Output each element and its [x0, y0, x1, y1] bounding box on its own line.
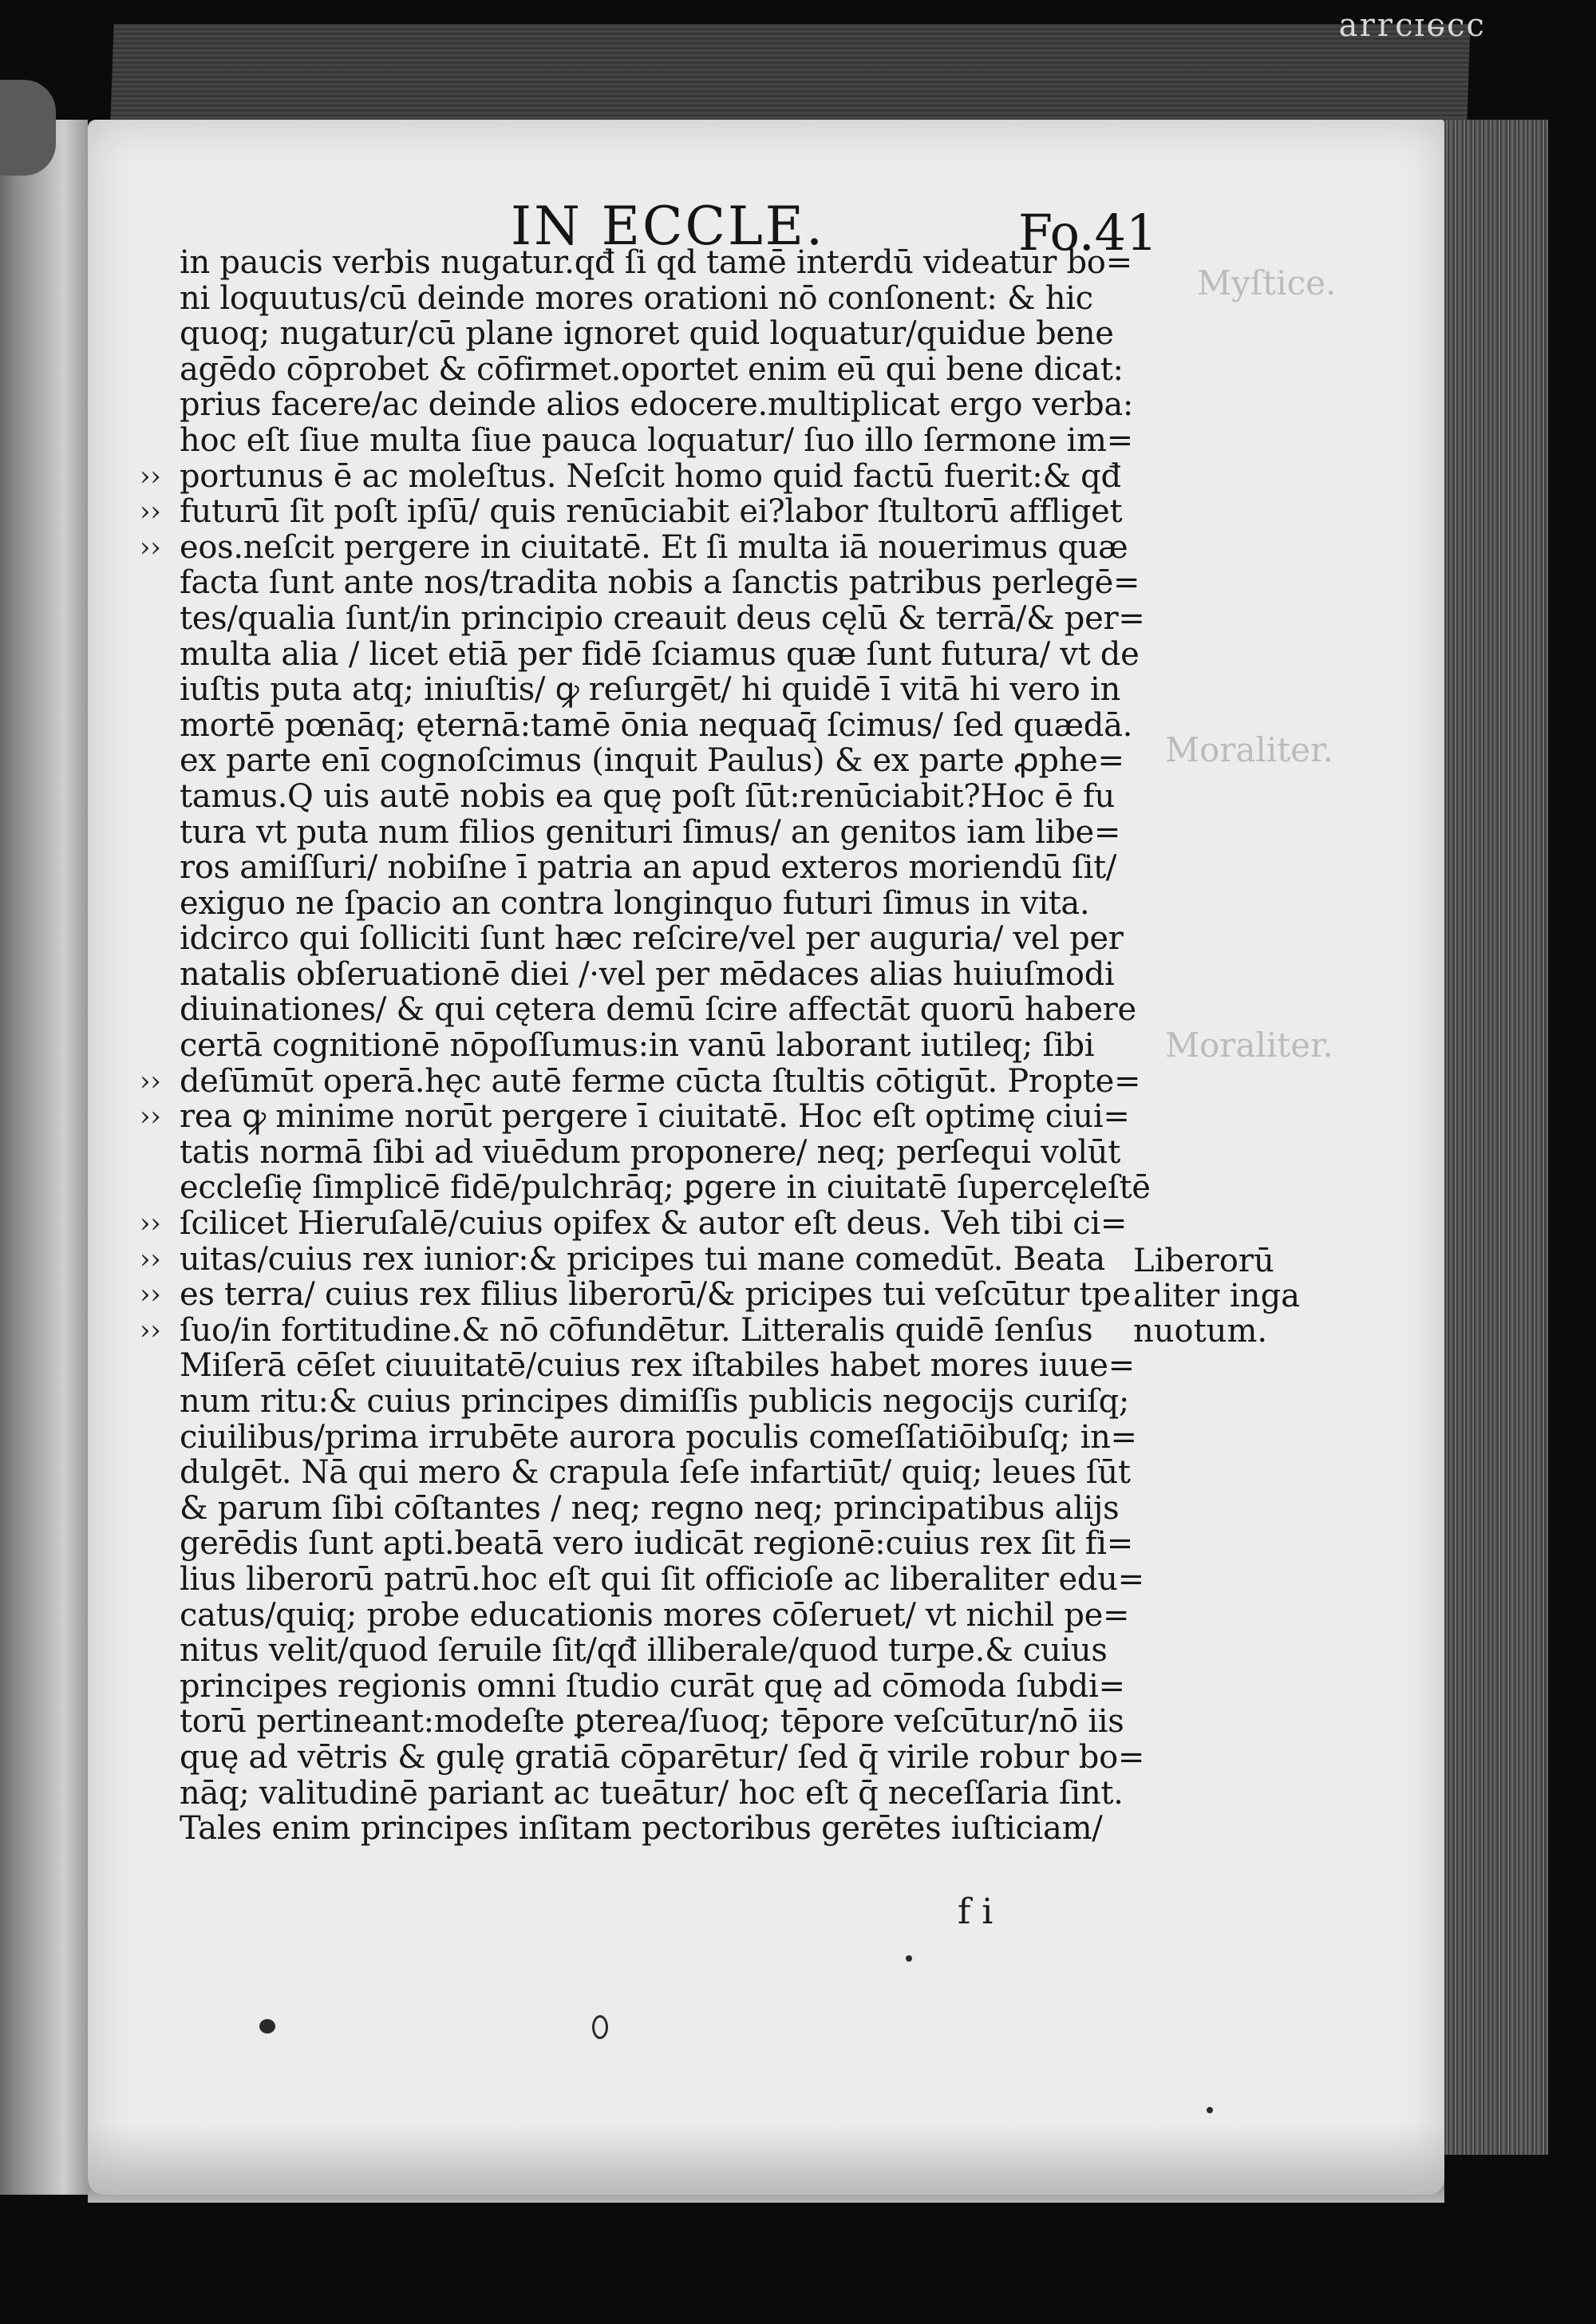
main-text-block [140, 244, 1161, 1848]
text-line-content: portunus ē ac moleſtus. Neſcit homo quid factū fuerit:& qđ [180, 457, 1121, 495]
text-line [180, 245, 1161, 281]
ink-speck [259, 2019, 275, 2034]
text-line-content: uitas/cuius rex iunior:& pricipes tui mane comedūt. Beata [180, 1240, 1105, 1278]
text-line [180, 423, 1161, 459]
text-line [140, 1062, 1161, 1100]
text-line-content: ni loquutus/cū deinde mores orationi nō conſonent: & hic [180, 279, 1093, 317]
text-line-content: catus/quiq; probe educationis mores cōſeruet/ vt nichil pe= [180, 1596, 1130, 1634]
marginal-note-line: Liberorū [1133, 1243, 1274, 1279]
text-line [180, 1384, 1161, 1420]
text-line-content: agēdo cōprobet & cōfirmet.oportet enim eū qui bene dicat: [180, 350, 1124, 388]
text-line [180, 815, 1161, 851]
text-line-content: mortē pœnāq; ęternā:tamē ōnia nequaq̄ ſcimus/ ſed quædā. [180, 706, 1133, 744]
text-line [180, 1028, 1161, 1064]
text-line [180, 601, 1161, 637]
text-line-content: multa alia / licet etiā per fidē ſciamus quæ ſunt futura/ vt de [180, 635, 1140, 673]
ghost-note: Moraliter. [1165, 730, 1333, 769]
text-line-content: dulgēt. Nā qui mero & crapula ſeſe infartiūt/ quiq; leues ſūt [180, 1454, 1131, 1492]
text-line [180, 1776, 1161, 1812]
text-line [180, 1562, 1161, 1598]
text-line-content: eos.neſcit pergere in ciuitatē. Et ſi multa iā nouerimus quæ [180, 528, 1128, 566]
quotation-marker: ›› [140, 1065, 161, 1097]
text-line-content: futurū ſit poſt ipſū/ quis renūciabit ei?labor ſtultorū affliget [180, 493, 1123, 531]
text-line-content: ros amiſſuri/ nobiſne ī patria an apud exteros moriendū ſit/ [180, 849, 1117, 887]
text-line-content: ex parte enī cognoſcimus (inquit Paulus) & ex parte ꝓphe= [180, 742, 1124, 780]
text-line-content: nāq; valitudinē pariant ac tueātur/ hoc eſt q̄ neceſſaria ſint. [180, 1774, 1124, 1812]
text-line [180, 921, 1161, 957]
text-line-content: natalis obſeruationē diei /·vel per mēdaces alias huiuſmodi [180, 955, 1115, 993]
quotation-marker: ›› [140, 1279, 161, 1311]
text-line-content: certā cognitionē nōpoſſumus:in vanū laborant iutileq; ſibi [180, 1027, 1095, 1065]
text-line-content: tatis normā ſibi ad viuēdum proponere/ neq; perſequi volūt [180, 1133, 1121, 1171]
text-line [180, 637, 1161, 673]
ink-speck [592, 2015, 608, 2039]
running-header: IN ECCLE. [511, 196, 825, 257]
quotation-marker: ›› [140, 496, 161, 528]
text-line [180, 886, 1161, 922]
left-page-tab [0, 80, 56, 176]
text-line-content: eccleſię ſimplicē fidē/pulchrāq; ꝑgere in ciuitatē ſupercęleſtē [180, 1169, 1151, 1207]
text-line-content: iuſtis puta atq; iniuſtis/ ꝙ reſurgēt/ hi quidē ī vitā hi vero in [180, 671, 1120, 709]
text-line [140, 493, 1161, 531]
text-line-content: quoq; nugatur/cū plane ignoret quid loquatur/quidue bene [180, 315, 1114, 353]
folio-number: Fo.41 [1018, 204, 1158, 262]
text-line-content: principes regionis omni ſtudio curāt quę ad cōmoda ſubdi= [180, 1667, 1125, 1705]
text-line-content: ſcilicet Hieruſalē/cuius opifex & autor eſt deus. Veh tibi ci= [180, 1205, 1128, 1243]
text-line-content: gerēdis ſunt apti.beatā vero iudicāt regionē:cuius rex ſit fi= [180, 1525, 1133, 1563]
text-line-content: hoc eſt ſiue multa ſiue pauca loquatur/ ſuo illo ſermone im= [180, 421, 1133, 459]
quotation-marker: ›› [140, 1207, 161, 1240]
text-line [180, 957, 1161, 993]
text-line [180, 1491, 1161, 1527]
text-line [180, 1170, 1161, 1206]
text-line-content: lius liberorū patrū.hoc eſt qui ſit officioſe ac liberaliter edu= [180, 1560, 1144, 1598]
ink-speck [1207, 2107, 1213, 2113]
text-line-content: deſūmūt operā.hęc autē ferme cūcta ſtultis cōtigūt. Propte= [180, 1062, 1141, 1100]
text-line-content: facta ſunt ante nos/tradita nobis a ſanctis patribus perlegē= [180, 564, 1140, 602]
text-line-content: nitus velit/quod ſeruile ſit/qđ illiberale/quod turpe.& cuius [180, 1632, 1108, 1670]
text-line [180, 1669, 1161, 1705]
text-line [180, 1633, 1161, 1669]
text-line [180, 672, 1161, 708]
text-line-content: Miſerā cēſet ciuuitatē/cuius rex iſtabiles habet mores iuue= [180, 1347, 1135, 1385]
quotation-marker: ›› [140, 1314, 161, 1346]
text-line [180, 1455, 1161, 1491]
text-line-content: es terra/ cuius rex filius liberorū/& pricipes tui veſcūtur tpe [180, 1276, 1131, 1314]
text-line [140, 457, 1161, 495]
text-line-content: ſuo/in fortitudine.& nō cōfundētur. Litteralis quidē ſenſus [180, 1311, 1093, 1349]
quotation-marker: ›› [140, 1101, 161, 1133]
text-line-content: rea ꝙ minime norūt pergere ī ciuitatē. Hoc eſt optimę ciui= [180, 1098, 1130, 1136]
spine-label: ɔɔɘɪɔɹɹɐ [1337, 11, 1484, 48]
text-line-content: Tales enim principes inſitam pectoribus gerētes iuſticiam/ [180, 1810, 1103, 1848]
quotation-marker: ›› [140, 531, 161, 563]
text-line [180, 352, 1161, 388]
text-line [180, 1740, 1161, 1776]
text-line [180, 1135, 1161, 1171]
text-line [140, 1240, 1161, 1278]
ghost-note: Myſtice. [1197, 263, 1337, 302]
text-line-content: exiguo ne ſpacio an contra longinquo futuri ſimus in vita. [180, 884, 1090, 922]
text-line [180, 316, 1161, 352]
text-line-content: ciuilibus/prima irrubēte aurora poculis comeſſatiōibuſq; in= [180, 1418, 1137, 1456]
page-shadow [88, 2123, 1444, 2203]
text-line [180, 1348, 1161, 1384]
ghost-note: Moraliter. [1165, 1026, 1333, 1065]
text-line-content: tamus.Q uis autē nobis ea quę poſt ſūt:renūciabit?Hoc ē fu [180, 777, 1116, 815]
text-line-content: & parum ſibi cōſtantes / neq; regno neq; principatibus alijs [180, 1489, 1120, 1527]
text-line [180, 1420, 1161, 1456]
text-line [140, 1098, 1161, 1136]
marginal-note-line: nuotum. [1133, 1313, 1268, 1350]
quotation-marker: ›› [140, 460, 161, 492]
text-line [140, 1276, 1161, 1314]
text-line [140, 1205, 1161, 1243]
ink-speck [906, 1955, 912, 1962]
text-line [180, 850, 1161, 886]
text-line [180, 1704, 1161, 1740]
text-line [180, 281, 1161, 317]
marginal-note-line: aliter inga [1133, 1278, 1301, 1314]
text-line [180, 779, 1161, 815]
quotation-marker: ›› [140, 1243, 161, 1275]
text-line-content: quę ad vētris & gulę gratiā cōparētur/ ſed q̄ virile robur bo= [180, 1738, 1145, 1776]
text-line-content: in paucis verbis nugatur.qđ ſi qd tamē interdū videatur bo= [180, 244, 1132, 281]
signature-mark: f i [958, 1891, 994, 1932]
text-line [180, 1526, 1161, 1562]
text-line-content: diuinationes/ & qui cętera demū ſcire affectāt quorū habere [180, 991, 1136, 1029]
text-line [180, 992, 1161, 1028]
text-line [140, 528, 1161, 566]
text-line [180, 1811, 1161, 1847]
marginal-note [1133, 1243, 1341, 1349]
text-line [180, 565, 1161, 601]
text-line-content: idcirco qui ſolliciti ſunt hæc reſcire/vel per auguria/ vel per [180, 920, 1124, 958]
text-line [180, 708, 1161, 744]
text-line [180, 387, 1161, 423]
text-line-content: num ritu:& cuius principes dimiſſis publicis negocijs curiſq; [180, 1383, 1130, 1420]
text-line [180, 743, 1161, 779]
left-page-edge [0, 120, 88, 2195]
text-line-content: torū pertineant:modeſte ꝑterea/ſuoq; tēpore veſcūtur/nō iis [180, 1703, 1124, 1741]
text-line [140, 1311, 1161, 1349]
text-line-content: tura vt puta num filios genituri ſimus/ an genitos iam libe= [180, 813, 1121, 851]
text-line-content: tes/qualia ſunt/in principio creauit deus cęlū & terrā/& per= [180, 599, 1145, 637]
text-line [180, 1598, 1161, 1634]
text-line-content: prius facere/ac deinde alios edocere.multiplicat ergo verba: [180, 386, 1134, 424]
